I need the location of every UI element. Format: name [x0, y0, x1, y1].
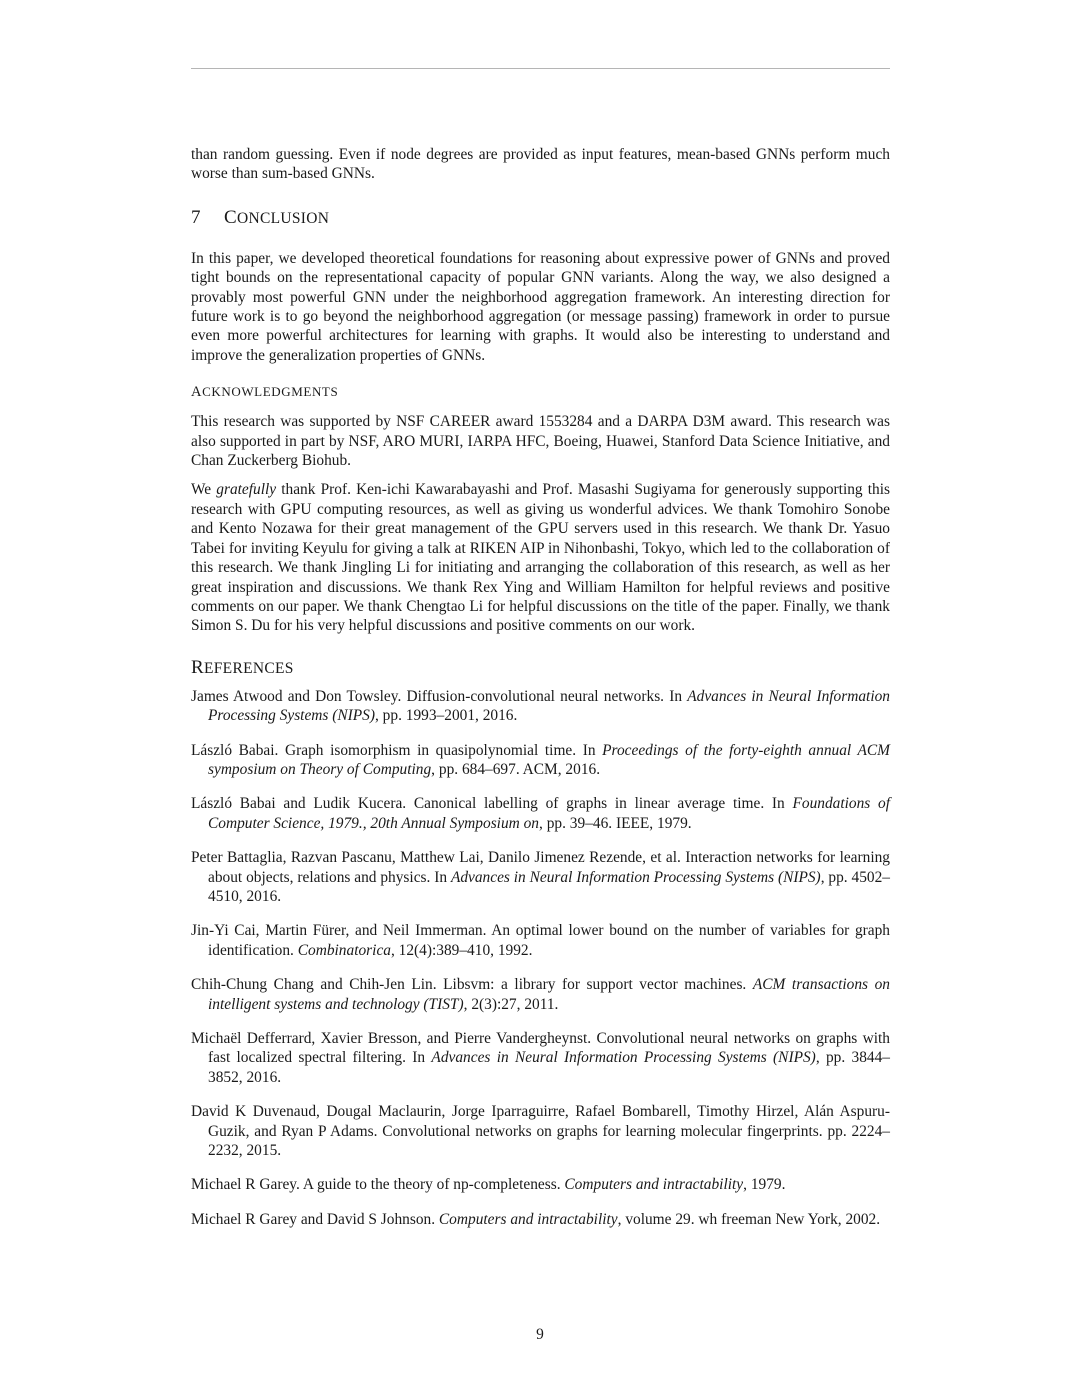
reference-item: [191, 741, 890, 780]
ref-authors-title: László Babai and Ludik Kucera. Canonical labelling of graphs in linear average time. In: [191, 795, 793, 813]
section-number: 7: [191, 206, 201, 228]
ack-p2-prefix: We: [191, 481, 217, 499]
ref-venue: Advances in Neural Information Processing Systems (NIPS): [450, 868, 821, 886]
ref-details: , 12(4):389–410, 1992.: [390, 941, 533, 959]
ref-venue: Foundations of Computer Science, 1979., 20th Annual Symposium on: [208, 795, 890, 832]
ref-venue: Proceedings of the forty-eighth annual ACM symposium on Theory of Computing: [208, 741, 891, 778]
reference-item: [191, 975, 890, 1014]
ref-authors-title: Chih-Chung Chang and Chih-Jen Lin. Libsvm: a library for support vector machines.: [191, 976, 753, 994]
section-title-initial: C: [224, 206, 237, 228]
ref-venue: Advances in Neural Information Processing Systems (NIPS): [208, 687, 890, 725]
ref-authors-title: Peter Battaglia, Razvan Pascanu, Matthew Lai, Danilo Jimenez Rezende, et al. Interaction networks for learning about objects, relations and physics. In: [191, 849, 890, 886]
ref-venue: Computers and intractability: [564, 1176, 744, 1194]
acknowledgments-heading: [191, 384, 890, 401]
reference-item: [191, 1029, 890, 1087]
ref-venue: Combinatorica: [297, 941, 391, 959]
ref-title-rest: EFERENCES: [203, 659, 294, 677]
reference-list: [191, 687, 890, 1230]
ref-authors-title: James Atwood and Don Towsley. Diffusion-convolutional neural networks. In: [191, 687, 688, 705]
ref-title-initial: R: [191, 656, 204, 678]
conclusion-heading: [191, 207, 890, 229]
ack-title-rest: CKNOWLEDGMENTS: [202, 384, 339, 400]
header-rule: [191, 68, 890, 69]
reference-item: [191, 1210, 890, 1229]
ref-venue: ACM transactions on intelligent systems and technology (TIST): [208, 976, 890, 1013]
acknowledgments-paragraph-2: [191, 480, 890, 635]
ref-details: , 2(3):27, 2011.: [463, 995, 559, 1013]
ref-details: , volume 29. wh freeman New York, 2002.: [617, 1210, 881, 1228]
ack-p2-rest: thank Prof. Ken-ichi Kawarabayashi and Prof. Masashi Sugiyama for generously supporting this research with GPU computing resources, as well as giving us wonderful advices. We thank Tomohiro Sonobe and Kento Nozawa for their great management of the GPU servers used in this research. We thank Dr. Yasuo Tabei for inviting Keyulu for giving a talk at RIKEN AIP in Nihonbashi, Tokyo, which led to the collaboration of this research. We thank Jingling Li for initiating and arranging the collaboration of this research, as well as her great inspiration and discussions. We thank Rex Ying and William Hamilton for helpful reviews and positive comments on our paper. We thank Chengtao Li for helpful discussions on the title of the paper. Finally, we thank Simon S. Du for his very helpful discussions and positive comments on our work.: [191, 481, 890, 635]
reference-item: [191, 921, 890, 960]
reference-item: [191, 1102, 890, 1160]
ref-details: , pp. 39–46. IEEE, 1979.: [539, 814, 692, 832]
ref-authors-title: Michael R Garey. A guide to the theory of np-completeness.: [191, 1176, 565, 1194]
ref-details: , pp. 3844–3852, 2016.: [208, 1049, 890, 1086]
ref-authors-title: Jin-Yi Cai, Martin Fürer, and Neil Immerman. An optimal lower bound on the number of variables for graph identification.: [191, 922, 890, 959]
references-heading: [191, 657, 890, 679]
page-body: [191, 145, 890, 1244]
ref-authors-title: Michaël Defferrard, Xavier Bresson, and Pierre Vandergheynst. Convolutional neural networks on graphs with fast localized spectral filtering. In: [191, 1030, 890, 1067]
ref-details: , pp. 1993–2001, 2016.: [374, 707, 518, 725]
ref-venue: Computers and intractability: [438, 1210, 618, 1228]
conclusion-paragraph: In this paper, we developed theoretical foundations for reasoning about expressive power of GNNs and proved tight bounds on the representational capacity of popular GNN variants. Along the way, we also designed a provably most powerful GNN under the neighborhood aggregation framework. An interesting direction for future work is to go beyond the neighborhood aggregation (or message passing) framework in order to pursue even more powerful architectures for learning with graphs. It would also be interesting to understand and improve the generalization properties of GNNs.: [191, 249, 890, 364]
reference-item: [191, 1175, 890, 1194]
ack-title-initial: A: [191, 384, 203, 401]
intro-paragraph: than random guessing. Even if node degrees are provided as input features, mean-based GNNs perform much worse than sum-based GNNs.: [191, 146, 890, 183]
ref-authors-title: Michael R Garey and David S Johnson.: [191, 1210, 439, 1228]
ref-authors-title: David K Duvenaud, Dougal Maclaurin, Jorge Iparraguirre, Rafael Bombarell, Timothy Hirzel, Alán Aspuru-Guzik, and Ryan P Adams. Convolutional networks on graphs for learning molecular fingerprints. pp. 2224–2232, 2015.: [191, 1103, 890, 1160]
reference-item: [191, 794, 890, 833]
reference-item: [191, 848, 890, 906]
page-number: 9: [536, 1326, 544, 1343]
ref-details: , pp. 684–697. ACM, 2016.: [431, 760, 601, 778]
ack-p2-emphasis: gratefully: [216, 481, 277, 499]
acknowledgments-paragraph-1: This research was supported by NSF CAREER award 1553284 and a DARPA D3M award. This research was also supported in part by NSF, ARO MURI, IARPA HFC, Boeing, Huawei, Stanford Data Science Initiative, and Chan Zuckerberg Biohub.: [191, 413, 890, 470]
ref-authors-title: László Babai. Graph isomorphism in quasipolynomial time. In: [191, 741, 603, 759]
reference-item: [191, 687, 890, 726]
ref-venue: Advances in Neural Information Processing Systems (NIPS): [431, 1049, 816, 1067]
section-title-rest: ONCLUSION: [236, 209, 330, 227]
ref-details: , pp. 4502–4510, 2016.: [208, 868, 890, 905]
ref-details: , 1979.: [743, 1176, 786, 1194]
